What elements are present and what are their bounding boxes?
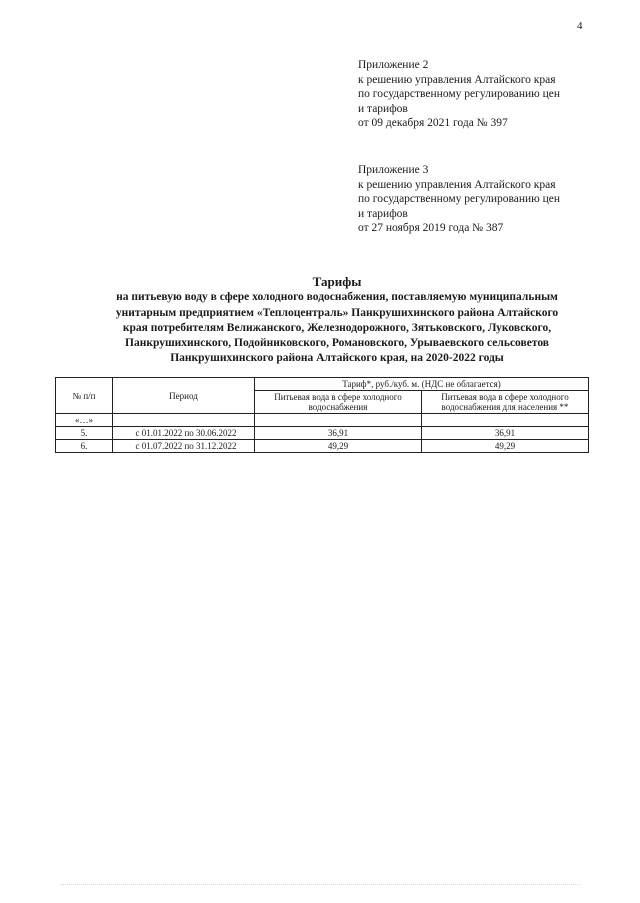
annex-2-line: Приложение 2	[358, 59, 429, 71]
header-tariff: Тариф*, руб./куб. м. (НДС не облагается)	[255, 378, 589, 391]
title-main: Тарифы	[312, 274, 362, 289]
empty-cell	[422, 414, 589, 427]
annex-2-line: от 09 декабря 2021 года № 397	[358, 117, 508, 129]
title-line: Панкрушихинского района Алтайского края, на 2020-2022 годы	[170, 352, 504, 365]
empty-cell	[255, 414, 422, 427]
table-row	[56, 427, 589, 440]
header-col-b: Питьевая вода в сфере холодного водоснабжения для населения **	[422, 391, 589, 414]
annex-3-header	[358, 163, 560, 236]
scan-footer-marks	[60, 884, 580, 886]
title-line: на питьевую воду в сфере холодного водоснабжения, поставляемую муниципальным	[116, 291, 558, 304]
table-row-ellipsis	[56, 414, 589, 427]
annex-3-line: по государственному регулированию цен	[358, 193, 561, 205]
page-number: 4	[577, 20, 583, 32]
annex-2-line: по государственному регулированию цен	[358, 88, 561, 100]
empty-cell	[113, 414, 255, 427]
row-tariff-b: 49,29	[422, 440, 589, 453]
annex-3-line: к решению управления Алтайского края	[358, 178, 556, 191]
header-no: № п/п	[56, 378, 113, 414]
annex-2-header	[358, 58, 560, 131]
row-tariff-b: 36,91	[422, 427, 589, 440]
annex-2-line: и тарифов	[358, 102, 408, 115]
table-row	[56, 440, 589, 453]
title-line: унитарным предприятием «Теплоцентраль» Панкрушихинского района Алтайского	[115, 306, 559, 319]
ellipsis-cell: «…»	[56, 414, 113, 427]
table-header-row	[56, 378, 589, 391]
row-tariff-a: 49,29	[255, 440, 422, 453]
row-no: 6.	[56, 440, 113, 453]
header-col-a: Питьевая вода в сфере холодного водоснабжения	[255, 391, 422, 414]
title-line: края потребителям Велижанского, Железнодорожного, Зятьковского, Луковского,	[122, 321, 552, 334]
title-line: Панкрушихинского, Подойниковского, Романовского, Урываевского сельсоветов	[125, 337, 549, 350]
row-no: 5.	[56, 427, 113, 440]
annex-3-line: от 27 ноября 2019 года № 387	[358, 222, 504, 234]
row-period: с 01.07.2022 по 31.12.2022	[113, 440, 255, 453]
annex-2-line: к решению управления Алтайского края	[358, 73, 556, 86]
row-period: с 01.01.2022 по 30.06.2022	[113, 427, 255, 440]
tariff-table	[55, 377, 589, 453]
annex-3-line: Приложение 3	[358, 164, 429, 176]
header-period: Период	[113, 378, 255, 414]
document-title	[70, 274, 604, 367]
row-tariff-a: 36,91	[255, 427, 422, 440]
annex-3-line: и тарифов	[358, 207, 408, 220]
